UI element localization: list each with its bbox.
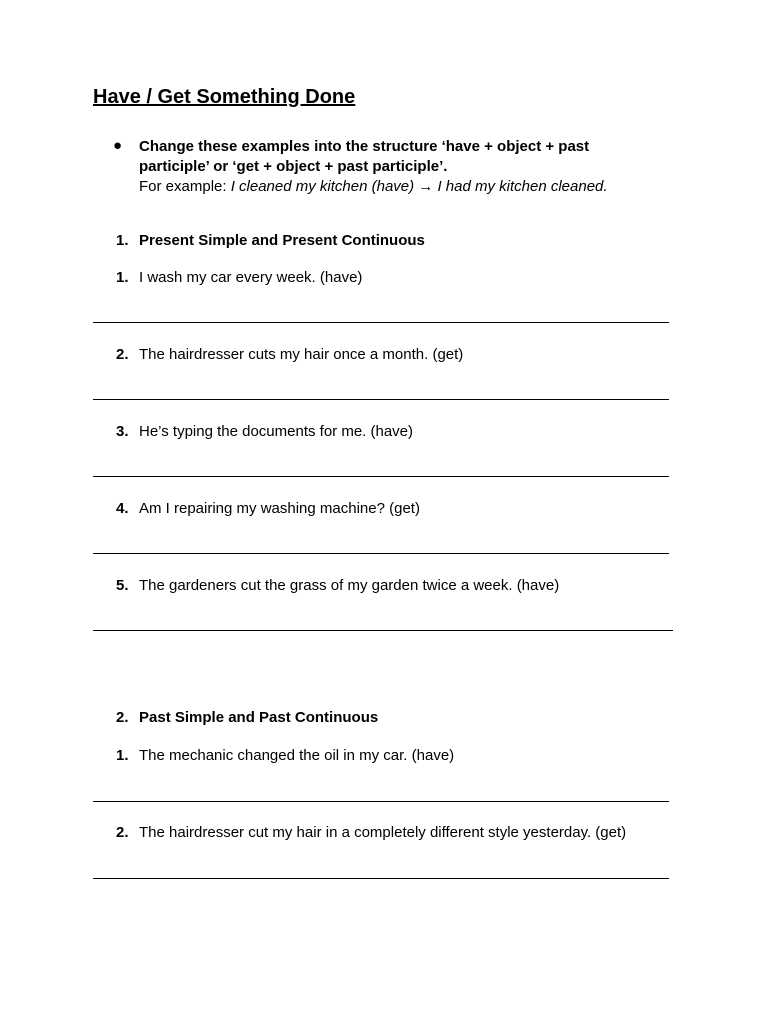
answer-line[interactable] [93,322,669,323]
page-title: Have / Get Something Done [93,86,356,108]
answer-line[interactable] [93,553,669,554]
example-sentence: I cleaned my kitchen (have) → I had my kitchen cleaned. [230,178,608,195]
answer-line[interactable] [93,801,669,802]
item-sentence: He’s typing the documents for me. (have) [139,423,414,440]
bullet-icon: ● [113,137,123,154]
example-prefix: For example: [139,178,231,195]
answer-line[interactable] [93,630,673,631]
section-title: Present Simple and Present Continuous [139,232,425,249]
item-sentence: The gardeners cut the grass of my garden twice a week. (have) [139,577,560,594]
item-number: 1. [116,747,129,764]
section-number: 2. [116,709,129,726]
item-sentence: Am I repairing my washing machine? (get) [139,500,420,517]
answer-line[interactable] [93,878,669,879]
instruction-text: Change these examples into the structure ‘have + object + past participle’ or ‘get + object + past participle’. [139,138,590,175]
item-number: 5. [116,577,129,594]
item-number: 3. [116,423,129,440]
item-number: 2. [116,824,129,841]
section-title: Past Simple and Past Continuous [139,709,379,726]
answer-line[interactable] [93,399,669,400]
item-sentence: The hairdresser cuts my hair once a month. (get) [139,346,464,363]
instruction-example [139,177,659,197]
section-number: 1. [116,232,129,249]
item-sentence: The mechanic changed the oil in my car. (have) [139,747,455,764]
item-sentence: The hairdresser cut my hair in a completely different style yesterday. (get) [139,824,627,841]
item-sentence: I wash my car every week. (have) [139,269,363,286]
item-number: 2. [116,346,129,363]
item-number: 4. [116,500,129,517]
answer-line[interactable] [93,476,669,477]
instruction-block [139,137,659,197]
item-number: 1. [116,269,129,286]
